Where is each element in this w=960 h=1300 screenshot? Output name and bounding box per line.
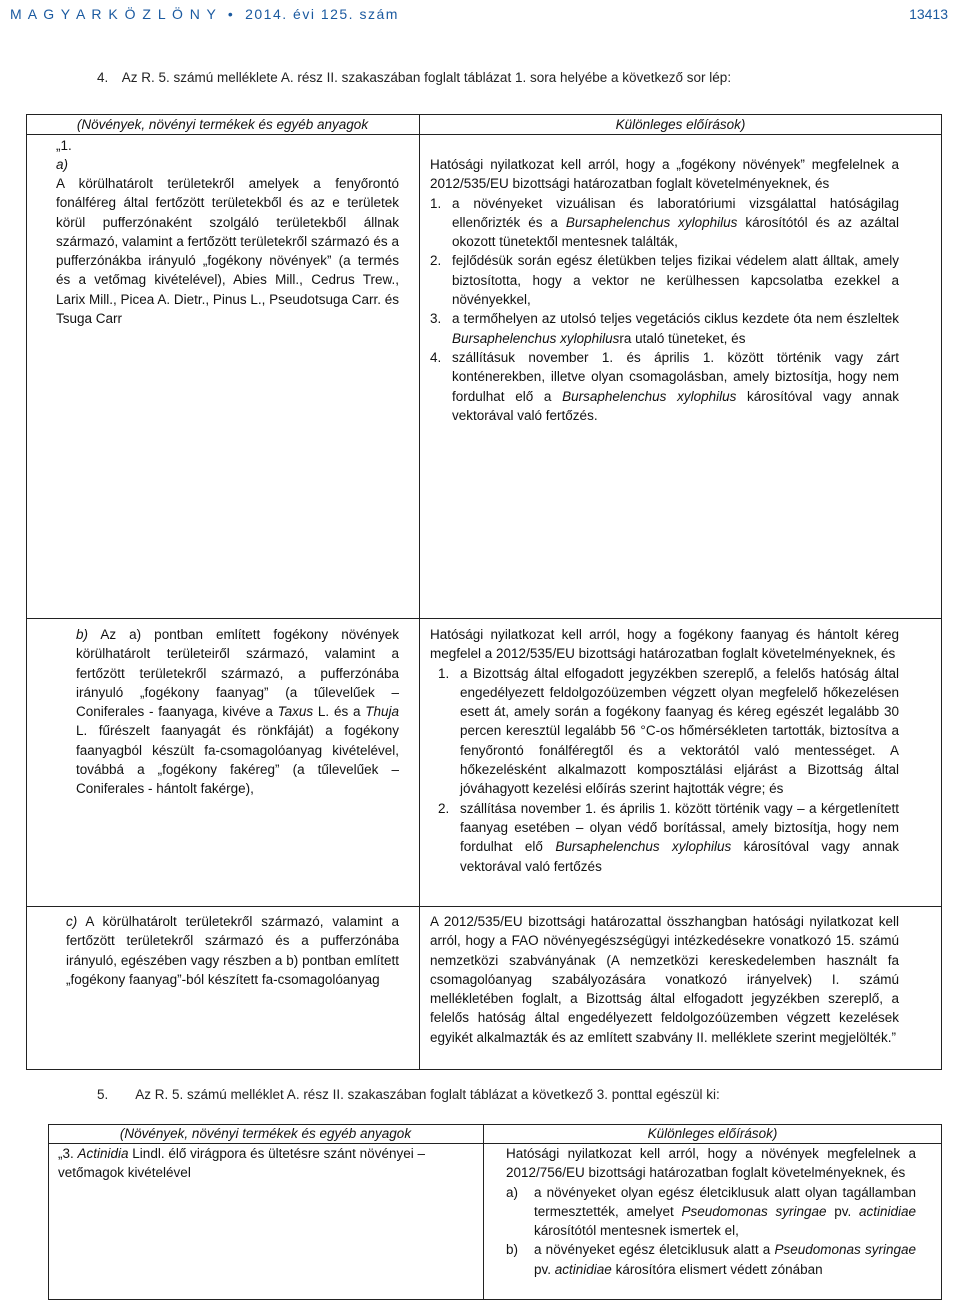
row1-number: „1. [56, 138, 72, 153]
t2-req-intro: Hatósági nyilatkozat kell arról, hogy a növények megfelelnek a 2012/756/EU bizottsági határozatban foglalt követelményeknek, és [506, 1146, 916, 1181]
row-b-text: b) Az a) pontban említett fogékony növények körülhatárolt területeiről származó, valamint a fertőzött területekről származó, a pufferzónába irányuló „fogékony faanyag” (a tűlevelűek – Coniferales - faanyaga, kivéve a Taxus L. és a Thuja L. fűrészelt faanyagát és rönkfáját) a fogékony faanyagból készült fa-csomagolóanyag kivételével, továbbá a „fogékony fakéreg” (a tűlevelűek – Coniferales - hántolt fakérge), [76, 627, 400, 797]
row-c-text: c) A körülhatárolt területekről származó, valamint a fertőzött területekről származó és a pufferzónába irányuló, egészében vagy részben a b) pontban említett „fogékony faanyag”-ból készített fa-csomagolóanyag [66, 914, 399, 987]
item5-intro: 5. Az R. 5. számú melléklet A. rész II. szakaszában foglalt táblázat a következő 3. ponttal egészül ki: [97, 1087, 720, 1102]
row1-req-item: 1. a növényeket vizuálisan és laboratóriumi vizsgálattal hatóságilag ellenőrizték és a Bursaphelenchus xylophilus károsítótól és az azáltal okozott tünetektől mentesnek találták, [430, 195, 899, 250]
row-b-req-item: 2. szállítása november 1. és április 1. között történik vagy – a kérgetlenített faanyag esetében – olyan védő borítással, amely biztosítja, hogy nem fordulhat elő Bursaphelenchus xylophilus károsítóval vagy annak vektorával való fertőzés [438, 800, 899, 874]
row-c-requirements: A 2012/535/EU bizottsági határozattal összhangban hatósági nyilatkozat kell arról, hogy a FAO növényegészségügyi intézkedésekre vonatkozó 15. számú nemzetközi szabványának (A nemzetközi kereskedelemben használt fa csomagolóanyag szabályozására vonatkozó irányelvek) I. számú mellékletében foglalt, a Bizottság által elfogadott jegyzékben szereplő, a felelős hatóság által engedélyezett feldolgozóüzemben végzett kezelések egyikét alkalmazták és az említett szabvány II. melléklete szerint megjelölték.” [430, 914, 899, 1045]
row-c-label: c) [66, 914, 78, 929]
row1-a-text: A körülhatárolt területekről amelyek a fenyőrontó fonálféreg által fertőzött területekből és az e területek körül pufferzónaként szolgáló területekből állnak származó, valamint a fertőzött területekről származó és a pufferzónákba irányuló „fogékony növények” (a termés és a vetőmag kivételével), Abies Mill., Cedrus Trew., Larix Mill., Picea A. Dietr., Pinus L., Pseudotsuga Carr. és Tsuga Carr [56, 176, 399, 327]
row1-req-item: 2. fejlődésük során egész életükben teljes fizikai védelem alatt álltak, amely biztosította, hogy a vektor ne kerülhessen kapcsolatba ezekkel a növényekkel, [430, 253, 899, 308]
t2-req-item: b) a növényeket egész életciklusuk alatt a Pseudomonas syringae pv. actinidiae károsítóra elismert védett zónában [506, 1242, 916, 1277]
row1-requirements [430, 155, 899, 425]
item4-intro: 4. Az R. 5. számú melléklete A. rész II. szakaszában foglalt táblázat 1. sora helyébe a következő sor lép: [97, 70, 732, 85]
t2-req-item: a) a növényeket olyan egész életciklusuk alatt olyan tagállamban termesztették, amelyet Pseudomonas syringae pv. actinidiae károsítótól mentesnek ismertek el, [506, 1184, 916, 1239]
row-b-req-item: 1. a Bizottság által elfogadott jegyzékben szereplő, a felelős hatóság által engedélyezett feldolgozóüzemben végzett olyan megfelelő hőkezelésen esett át, amely során a fogékony faanyag és kéreg egészét legalább 30 percen keresztül legalább 56 °C-os hőmérsékleten tartották, biztosítva a fenyőrontó fonálféregtől és a vektorától való mentességet. A hőkezelésként alkalmazott komposztálási eljárást a Bizottság által jóváhagyott kezelési előírás szerint hajtották végre; és [438, 665, 899, 797]
row1-a-label: a) [56, 157, 69, 172]
row1-req-item: 4. szállításuk november 1. és április 1. között történik vagy zárt konténerekben, illetve olyan csomagolásban, amely biztosítja, hogy nem fordulhat elő a Bursaphelenchus xylophilus károsítóval vagy annak vektorával való fertőzés. [430, 349, 899, 423]
row-b-requirements [430, 625, 899, 876]
journal-header: M A G Y A R K Ö Z L Ö N Y • 2014. évi 125. szám [10, 6, 399, 22]
t2-col-header-plants: (Növények, növényi termékek és egyéb anyagok [119, 1126, 412, 1141]
t2-col-header-requirements: Különleges előírások) [647, 1126, 778, 1141]
row-b-label: b) [76, 627, 89, 642]
row1-req-intro: Hatósági nyilatkozat kell arról, hogy a „fogékony növények” megfelelnek a 2012/535/EU bizottsági határozatban foglalt követelményeknek, és [430, 157, 899, 192]
journal-title: M A G Y A R K Ö Z L Ö N Y [10, 6, 218, 22]
row-b-req-intro: Hatósági nyilatkozat kell arról, hogy a fogékony faanyag és hántolt kéreg megfelel a 2012/535/EU bizottsági határozatban foglalt követelményeknek, és [430, 627, 899, 662]
col-header-plants: (Növények, növényi termékek és egyéb anyagok [76, 117, 369, 132]
page-number: 13413 [909, 6, 948, 22]
issue-number: 2014. évi 125. szám [245, 6, 399, 22]
col-header-requirements: Különleges előírások) [615, 117, 746, 132]
t2-row-requirements [506, 1144, 916, 1279]
row1-req-item: 3. a termőhelyen az utolsó teljes vegetációs ciklus kezdete óta nem észleltek Bursaphelenchus xylophilusra utaló tüneteket, és [430, 311, 899, 346]
t2-row-plant: „3. Actinidia Lindl. élő virágpora és ültetésre szánt növényei – vetőmagok kivételével [58, 1146, 425, 1181]
